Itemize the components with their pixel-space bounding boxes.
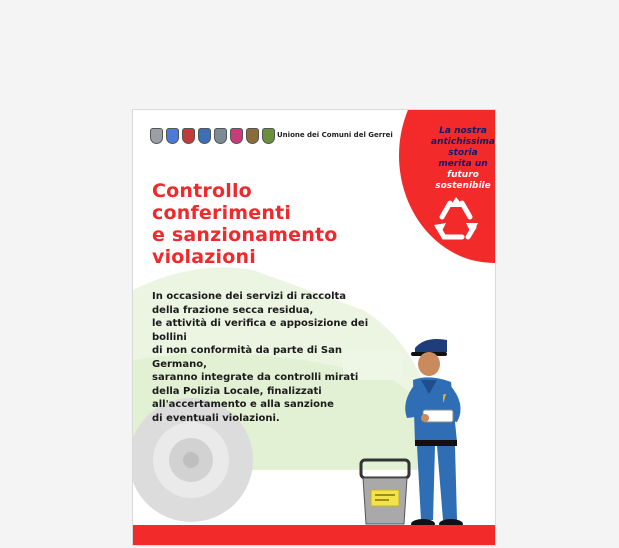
page-title <box>152 180 392 268</box>
municipality-crest-icon <box>198 128 211 144</box>
police-officer-illustration <box>395 332 491 532</box>
slogan <box>425 126 496 192</box>
body-text: In occasione dei servizi di raccolta della frazione secca residua, le attività di verifica e apposizione dei bollini di non conformità da parte di San Germano, saranno integrate da controlli mirati della Polizia Locale, finalizzati all'accertamento e alla sanzione di eventuali violazioni. <box>152 291 369 424</box>
title-line: violazioni <box>152 246 256 268</box>
poster <box>132 109 496 546</box>
title-line: Controllo <box>152 180 252 202</box>
municipality-crest-icon <box>262 128 275 144</box>
municipality-crest-icon <box>230 128 243 144</box>
slogan-line: merita un <box>438 159 488 169</box>
slogan-highlight-line: futuro <box>447 170 479 180</box>
municipality-crests <box>150 128 275 144</box>
recycle-icon <box>428 195 484 245</box>
municipality-crest-icon <box>166 128 179 144</box>
slogan-line: La nostra <box>439 126 487 136</box>
union-name: Unione dei Comuni del Gerrei <box>277 131 393 139</box>
bottom-bar <box>133 525 496 545</box>
slogan-line: storia <box>448 148 478 158</box>
municipality-crest-icon <box>182 128 195 144</box>
municipality-crest-icon <box>214 128 227 144</box>
title-line: conferimenti <box>152 202 292 224</box>
municipality-crest-icon <box>150 128 163 144</box>
title-line: e sanzionamento <box>152 224 338 246</box>
municipality-crest-icon <box>246 128 259 144</box>
slogan-highlight-line: sostenibile <box>435 181 491 191</box>
slogan-line: antichissima <box>431 137 495 147</box>
